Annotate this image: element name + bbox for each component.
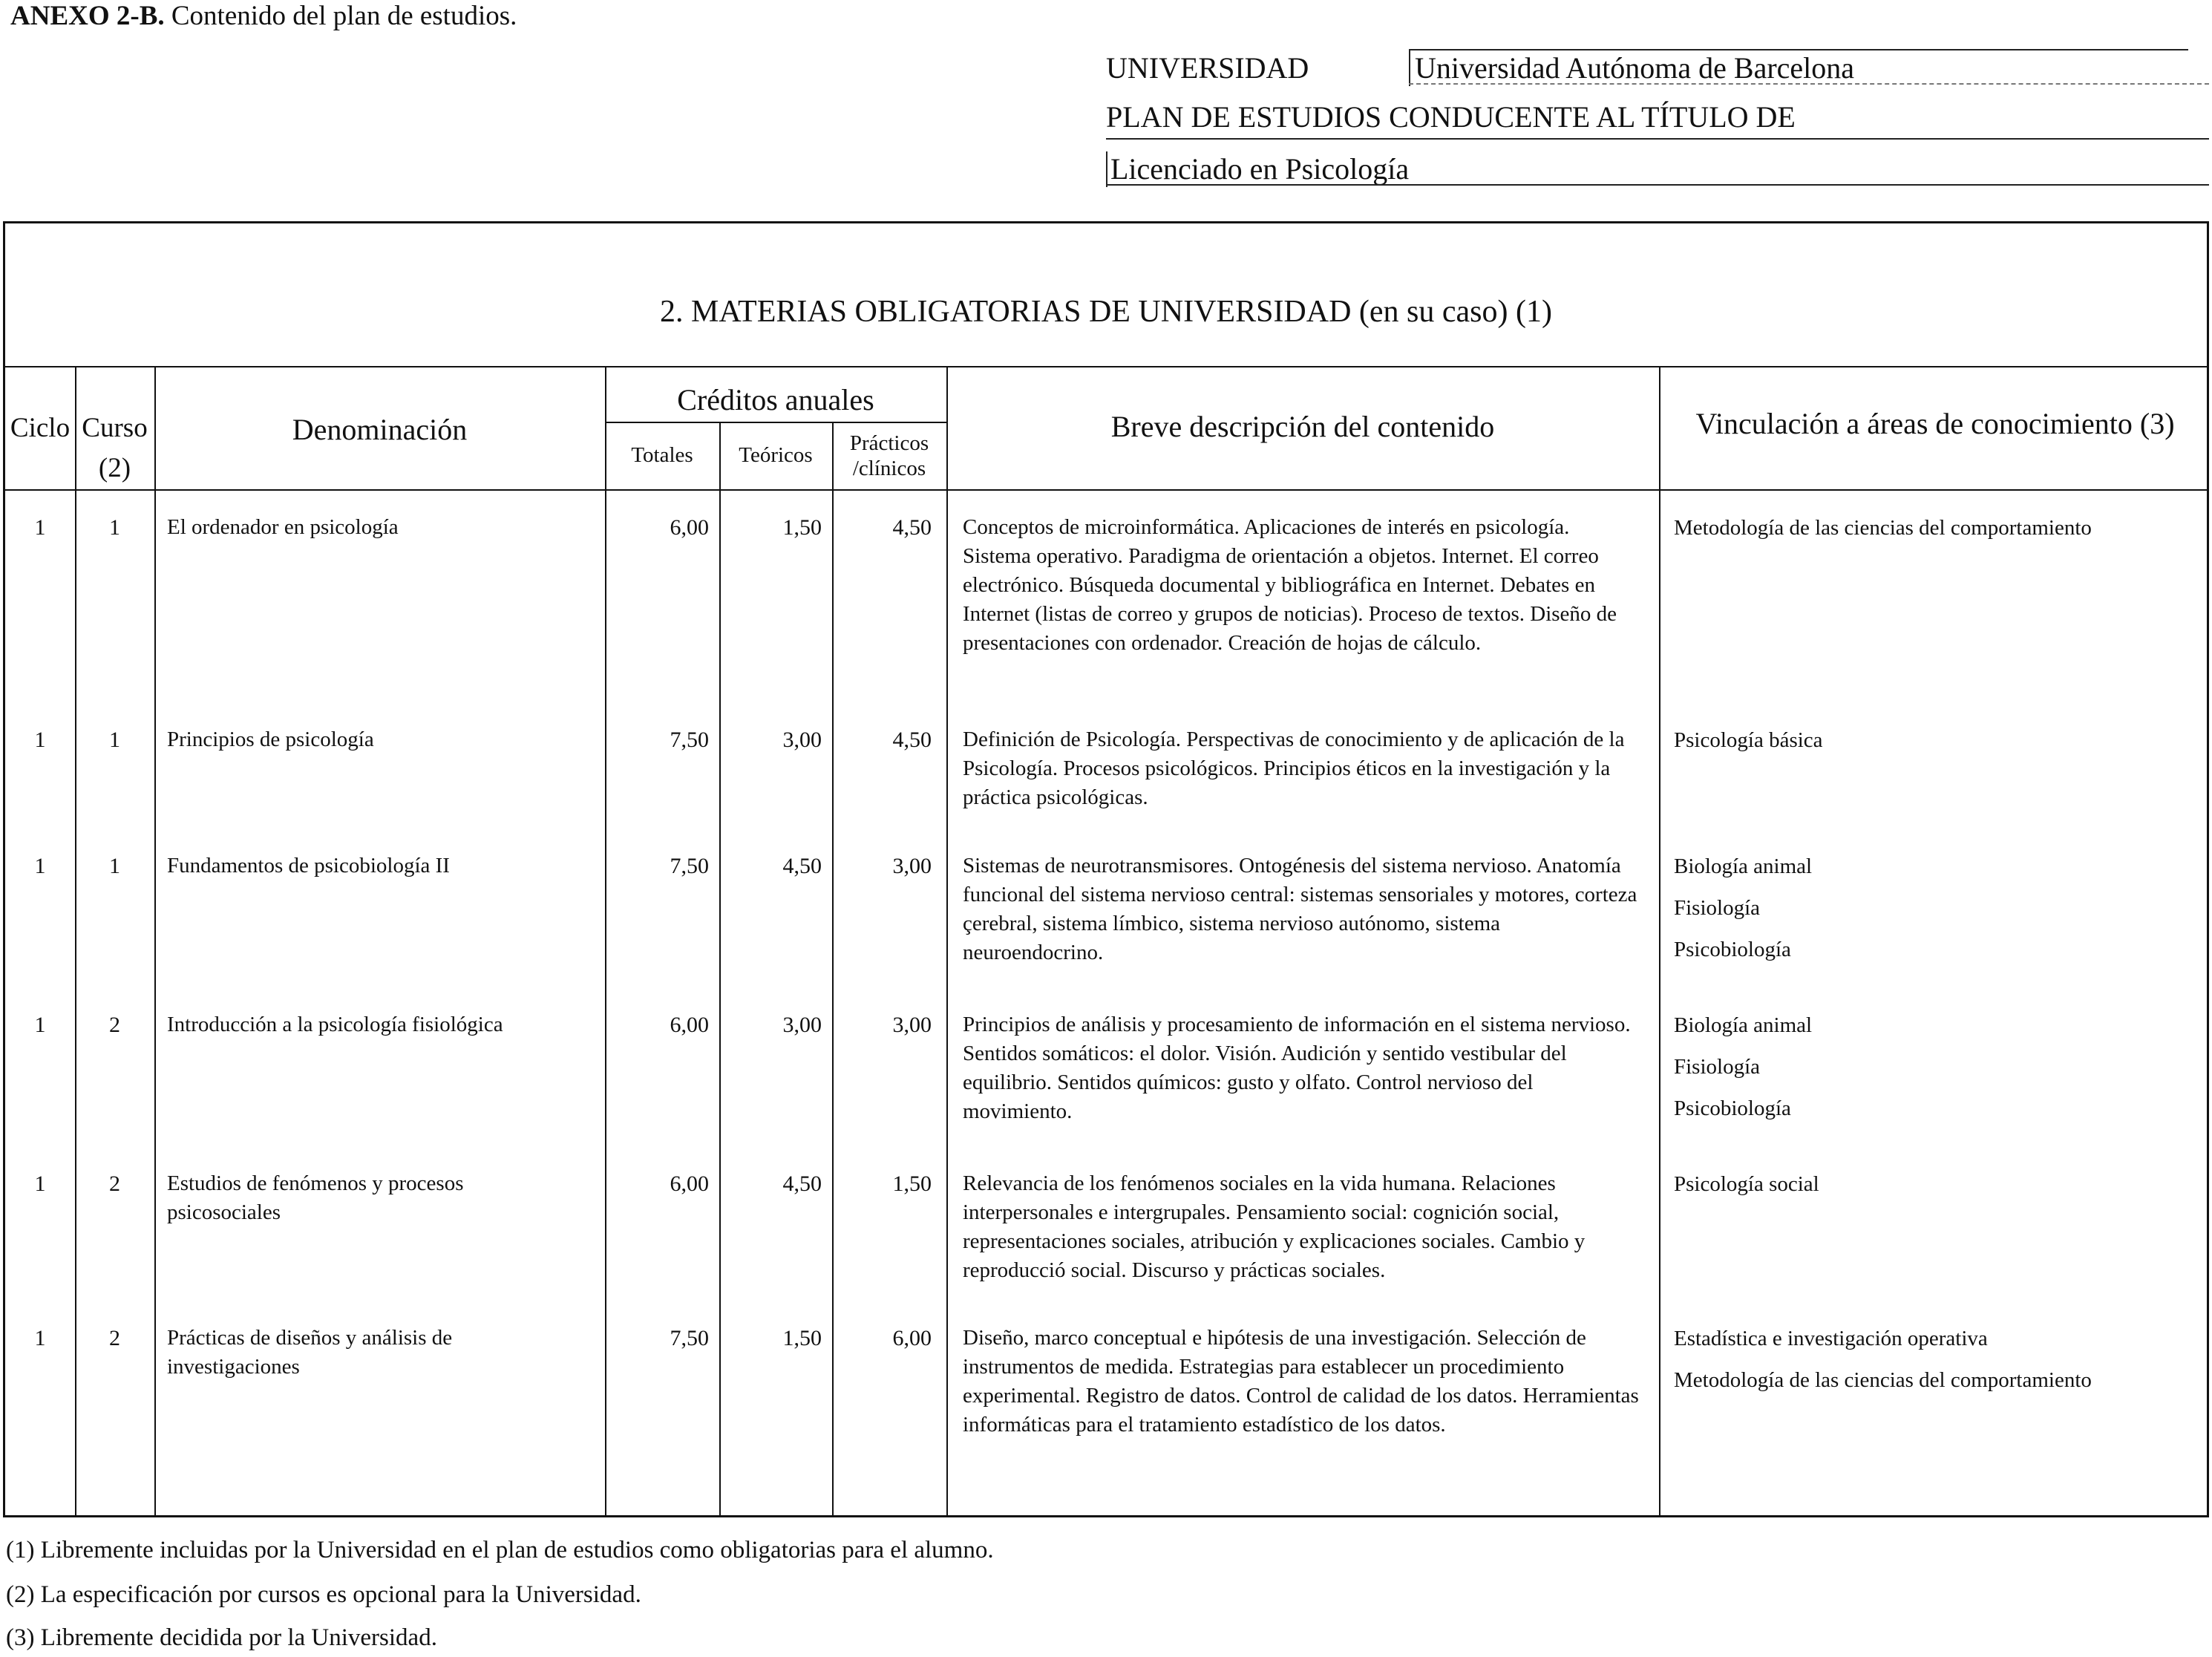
totales-cell: 6,00	[670, 1013, 709, 1037]
divider	[5, 366, 2207, 367]
curso-cell: 1	[109, 728, 120, 752]
area-item: Psicología básica	[1674, 728, 1823, 752]
divider	[605, 422, 946, 423]
practicos-cell: 1,50	[892, 1171, 932, 1196]
descripcion-cell: Principios de análisis y procesamiento de información en el sistema nervioso. Sentidos somáticos: el dolor. Visión. Audición y sentido vestibular del equilibrio. Sentidos químicos: gusto y olfato. Control nervioso del movimiento.	[963, 1013, 1631, 1123]
degree-title: Licenciado en Psicología	[1106, 151, 2209, 187]
curso-cell: 2	[109, 1326, 120, 1350]
divider	[1106, 184, 2209, 186]
ciclo-cell: 1	[34, 854, 46, 878]
denominacion-cell: Fundamentos de psicobiología II	[167, 854, 450, 877]
descripcion-cell: Diseño, marco conceptual e hipótesis de una investigación. Selección de instrumentos de medida. Estrategias para establecer un procedimiento experimental. Registro de datos. Control de calidad de los datos. Herramientas informáticas para el tratamiento estadístico de los datos.	[963, 1326, 1639, 1437]
denominacion-cell: Principios de psicología	[167, 728, 374, 751]
totales-cell: 7,50	[670, 854, 709, 878]
teoricos-cell: 4,50	[782, 854, 822, 878]
curso-cell: 1	[109, 854, 120, 878]
practicos-cell: 3,00	[892, 854, 932, 878]
divider	[719, 422, 721, 1517]
totales-cell: 6,00	[670, 1171, 709, 1196]
ciclo-cell: 1	[34, 1326, 46, 1350]
divider	[832, 422, 834, 1517]
area-item: Fisiología	[1674, 1055, 1761, 1079]
totales-cell: 7,50	[670, 1326, 709, 1350]
denominacion-cell: Prácticas de diseños y análisis de investigaciones	[167, 1326, 453, 1379]
area-item: Metodología de las ciencias del comportamiento	[1674, 516, 2092, 540]
column-header-curso-note: (2)	[98, 453, 131, 483]
plan-label: PLAN DE ESTUDIOS CONDUCENTE AL TÍTULO DE	[1106, 100, 1796, 134]
divider	[1106, 138, 2209, 140]
column-header-practicos: Prácticos	[849, 431, 929, 455]
column-header-vinculacion: Vinculación a áreas de conocimiento (3)	[1695, 407, 2175, 440]
denominacion-cell: El ordenador en psicología	[167, 515, 399, 539]
descripcion-cell: Definición de Psicología. Perspectivas de conocimiento y de aplicación de la Psicología. Procesos psicológicos. Principios éticos en la investigación y la práctica psicológicas.	[963, 728, 1625, 809]
column-header-clinicos: /clínicos	[852, 457, 926, 480]
ciclo-cell: 1	[34, 515, 46, 540]
areas-cell	[1674, 1004, 2208, 1129]
column-header-descripcion: Breve descripción del contenido	[1110, 410, 1495, 443]
footnote-3: (3) Libremente decidida por la Universidad.	[6, 1624, 437, 1651]
teoricos-cell: 3,00	[782, 1013, 822, 1037]
areas-cell	[1674, 846, 2208, 970]
areas-cell	[1674, 1163, 2208, 1205]
area-item: Psicología social	[1674, 1172, 1819, 1196]
descripcion-cell: Conceptos de microinformática. Aplicaciones de interés en psicología. Sistema operativo. Paradigma de orientación a objetos. Internet. El correo electrónico. Búsqueda documental y bibliográfica en Internet. Debates en Internet (listas de correo y grupos de noticias). Proceso de textos. Diseño de presentaciones con ordenador. Creación de hojas de cálculo.	[963, 515, 1617, 655]
column-header-curso: Curso	[82, 413, 148, 443]
area-item: Fisiología	[1674, 896, 1761, 920]
university-name: Universidad Autónoma de Barcelona	[1409, 49, 2188, 86]
area-item: Biología animal	[1674, 854, 1813, 878]
teoricos-cell: 1,50	[782, 1326, 822, 1350]
footnote-2: (2) La especificación por cursos es opcional para la Universidad.	[6, 1581, 641, 1608]
teoricos-cell: 4,50	[782, 1171, 822, 1196]
descripcion-cell: Relevancia de los fenómenos sociales en la vida humana. Relaciones interpersonales e intergrupales. Pensamiento social: cognición social, representaciones sociales, atribución y explicaciones sociales. Cambio y reproducció social. Discurso y prácticas sociales.	[963, 1171, 1586, 1282]
ciclo-cell: 1	[34, 1013, 46, 1037]
ciclo-cell: 1	[34, 728, 46, 752]
curso-cell: 2	[109, 1013, 120, 1037]
totales-cell: 7,50	[670, 728, 709, 752]
divider	[946, 366, 948, 1517]
practicos-cell: 3,00	[892, 1013, 932, 1037]
divider	[5, 489, 2207, 491]
denominacion-cell: Estudios de fenómenos y procesos psicosociales	[167, 1171, 464, 1224]
divider	[1409, 83, 2209, 85]
column-header-denominacion: Denominación	[292, 413, 468, 446]
totales-cell: 6,00	[670, 515, 709, 540]
divider	[1659, 366, 1660, 1517]
annex-code: ANEXO 2-B.	[10, 1, 165, 31]
footnote-1: (1) Libremente incluidas por la Universidad en el plan de estudios como obligatorias para el alumno.	[6, 1537, 994, 1563]
practicos-cell: 4,50	[892, 515, 932, 540]
column-header-creditos: Créditos anuales	[677, 383, 874, 416]
curso-cell: 2	[109, 1171, 120, 1196]
section-title: 2. MATERIAS OBLIGATORIAS DE UNIVERSIDAD (en su caso) (1)	[660, 295, 1552, 329]
teoricos-cell: 3,00	[782, 728, 822, 752]
area-item: Psicobiología	[1674, 938, 1791, 961]
area-item: Biología animal	[1674, 1013, 1813, 1037]
areas-cell	[1674, 507, 2208, 549]
subjects-table	[3, 221, 2209, 1517]
annex-title: Contenido del plan de estudios.	[171, 1, 517, 31]
column-header-ciclo: Ciclo	[10, 413, 71, 443]
annex-heading	[10, 0, 517, 33]
denominacion-cell: Introducción a la psicología fisiológica	[167, 1013, 503, 1036]
column-header-teoricos: Teóricos	[739, 443, 813, 467]
practicos-cell: 6,00	[892, 1326, 932, 1350]
ciclo-cell: 1	[34, 1171, 46, 1196]
divider	[154, 366, 156, 1517]
area-item: Psicobiología	[1674, 1097, 1791, 1120]
areas-cell	[1674, 1318, 2208, 1401]
area-item: Metodología de las ciencias del comportamiento	[1674, 1368, 2092, 1392]
areas-cell	[1674, 719, 2208, 761]
area-item: Estadística e investigación operativa	[1674, 1327, 1988, 1350]
curso-cell: 1	[109, 515, 120, 540]
university-label: UNIVERSIDAD	[1106, 51, 1309, 85]
teoricos-cell: 1,50	[782, 515, 822, 540]
practicos-cell: 4,50	[892, 728, 932, 752]
descripcion-cell: Sistemas de neurotransmisores. Ontogénesis del sistema nervioso. Anatomía funcional del sistema nervioso central: sistemas sensoriales y motores, corteza çerebral, sistema límbico, sistema nervioso autónomo, sistema neuroendocrino.	[963, 854, 1637, 964]
column-header-totales: Totales	[631, 443, 693, 467]
